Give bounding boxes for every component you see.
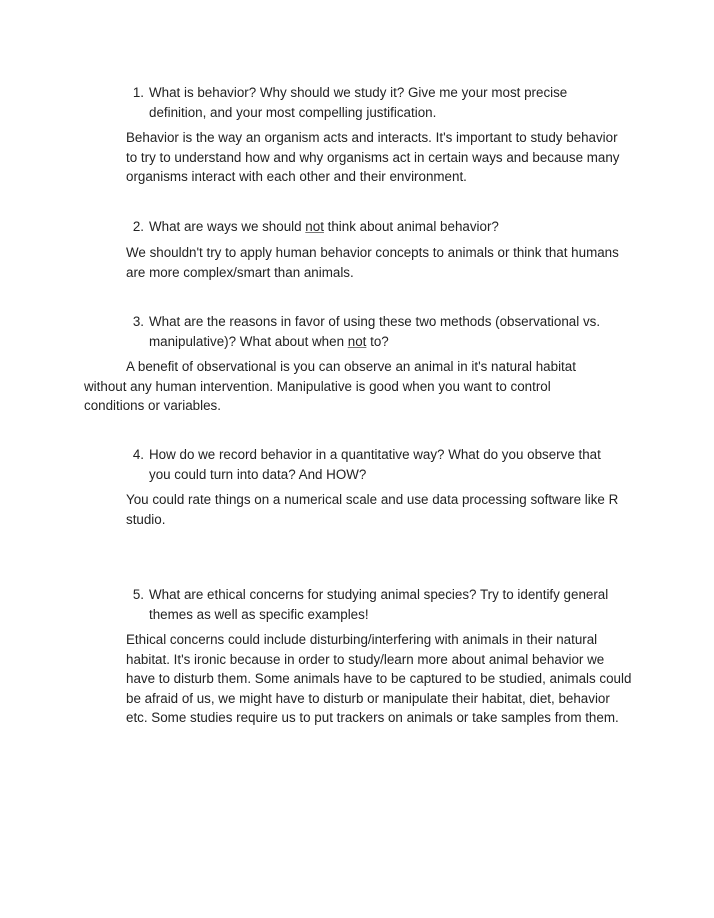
answer-4: You could rate things on a numerical scale and use data processing software like R studio. — [126, 492, 619, 527]
question-number: 4. — [132, 447, 144, 462]
question-text — [149, 312, 626, 351]
question-text-start: What are the reasons in favor of using these two methods (observational vs. manipulative)? What about when — [149, 314, 601, 349]
question-text: What is behavior? Why should we study it? Give me your most precise definition, and your most compelling justification. — [149, 85, 568, 120]
question-number: 5. — [132, 587, 144, 602]
question-5 — [126, 585, 626, 624]
question-1 — [126, 83, 626, 122]
question-number: 2. — [132, 219, 144, 234]
underlined-emphasis: not — [305, 219, 324, 234]
question-text-end: to? — [366, 333, 389, 349]
answer-5: Ethical concerns could include disturbing/interfering with animals in their natural habitat. It's ironic because in order to study/learn more about animal behavior we have to disturb them. Some animals have to be captured to be studied, animals could be afraid of us, we might have to disturb or manipulate their habitat, diet, behavior etc. Some studies require us to put trackers on animals or take samples from them. — [126, 632, 632, 725]
question-text-end: think about animal behavior? — [323, 219, 499, 234]
question-number: 1. — [132, 85, 144, 100]
answer-1: Behavior is the way an organism acts and interacts. It's important to study behavior to try to understand how and why organisms act in certain ways and because many organisms interact with each other and their environment. — [126, 130, 620, 184]
question-text: What are ethical concerns for studying animal species? Try to identify general themes as well as specific examples! — [149, 587, 609, 622]
question-4 — [126, 445, 626, 484]
answer-3: A benefit of observational is you can observe an animal in it's natural habitat without any human intervention. Manipulative is good when you want to control conditions or variables. — [84, 359, 576, 413]
answer-2: We shouldn't try to apply human behavior concepts to animals or think that humans are more complex/smart than animals. — [126, 245, 619, 280]
question-2 — [126, 217, 626, 237]
question-3 — [126, 312, 626, 351]
question-text: How do we record behavior in a quantitative way? What do you observe that you could turn into data? And HOW? — [149, 447, 601, 482]
question-text-start: What are ways we should — [149, 219, 306, 234]
underlined-emphasis: not — [347, 333, 367, 349]
question-number: 3. — [132, 314, 144, 329]
question-text — [149, 217, 626, 237]
